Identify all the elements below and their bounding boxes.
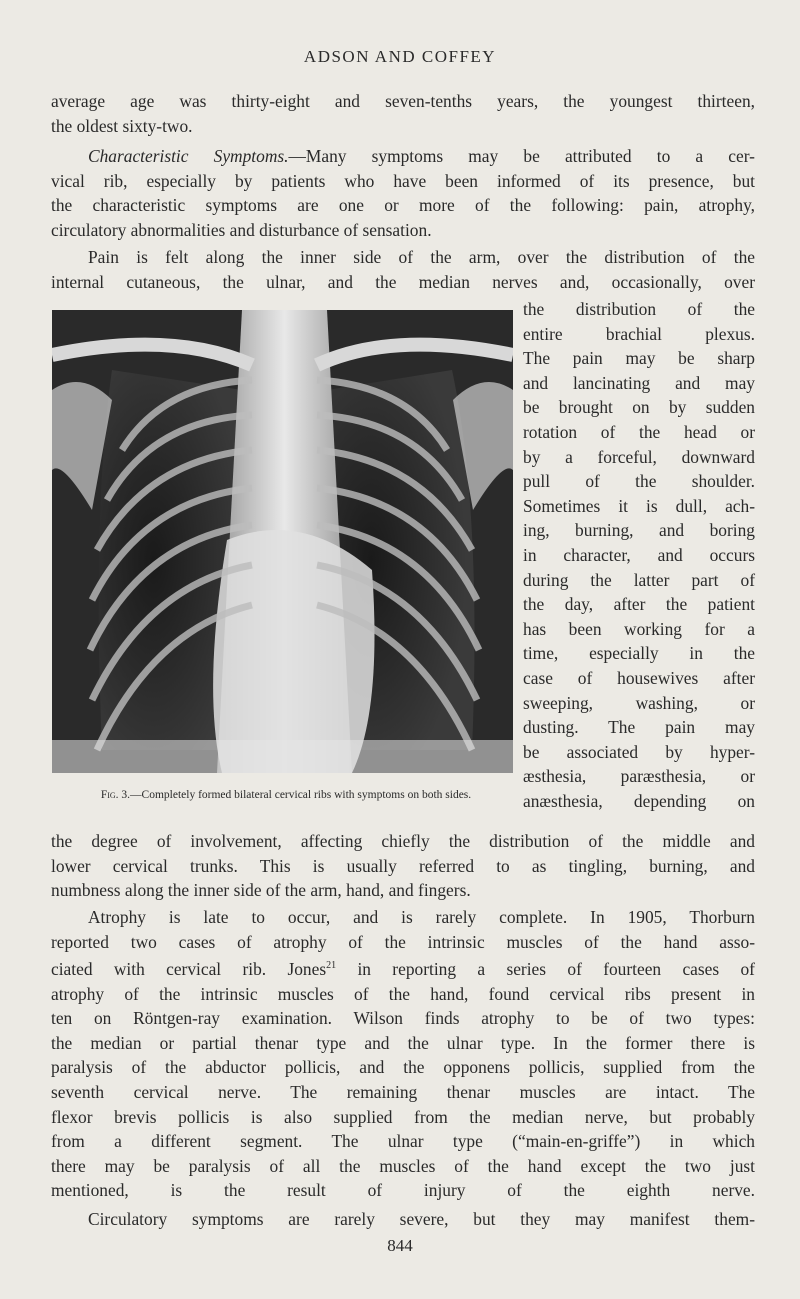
text-line: time, especially in the: [523, 643, 755, 664]
caption-text: —Completely formed bilateral cervical ribs with symptoms on both sides.: [130, 789, 472, 801]
text-line: the median or partial thenar type and the ulnar type. In the former there is: [51, 1032, 755, 1053]
page-number: 844: [387, 1236, 413, 1255]
text-line: paralysis of the abductor pollicis, and the opponens pollicis, supplied from the: [51, 1057, 755, 1078]
wrapped-text-column: [523, 297, 755, 813]
text-line: Circulatory symptoms are rarely severe, but they may manifest them-: [88, 1209, 755, 1229]
text-fragment: in reporting a series of fourteen cases of: [336, 958, 755, 979]
text-fragment: —Many symptoms may be attributed to a cer-: [288, 146, 755, 166]
text-line: has been working for a: [523, 618, 755, 639]
text-line: case of housewives after: [523, 667, 755, 688]
text-line: ing, burning, and boring: [523, 520, 755, 541]
text-line: reported two cases of atrophy of the intrinsic muscles of the hand asso-: [51, 931, 755, 952]
text-line: flexor brevis pollicis is also supplied from the median nerve, but probably: [51, 1106, 755, 1127]
text-line: lower cervical trunks. This is usually referred to as tingling, burning, and: [51, 855, 755, 876]
text-line: the oldest sixty-two.: [51, 115, 193, 136]
text-line: ten on Röntgen-ray examination. Wilson finds atrophy to be of two types:: [51, 1008, 755, 1029]
paragraph-atrophy: [51, 905, 755, 1203]
text-fragment: ciated with cervical rib. Jones: [51, 958, 327, 979]
text-line: there may be paralysis of all the muscles of the hand except the two just: [51, 1155, 755, 1176]
chest-xray-figure: [52, 310, 513, 773]
text-line: be brought on by sudden: [523, 397, 755, 418]
text-line: æsthesia, paræsthesia, or: [523, 766, 755, 787]
paragraph-characteristic-symptoms: [51, 144, 755, 242]
running-header: ADSON AND COFFEY: [303, 47, 497, 66]
xray-image: [52, 310, 513, 773]
text-line: and lancinating and may: [523, 372, 755, 393]
text-line: Sometimes it is dull, ach-: [523, 495, 755, 516]
text-line: [51, 954, 755, 981]
text-line: in character, and occurs: [523, 544, 755, 565]
figure-caption: [52, 789, 520, 802]
text-line: numbness along the inner side of the arm, hand, and fingers.: [51, 880, 471, 901]
text-line: by a forceful, downward: [523, 446, 755, 467]
text-line: The pain may be sharp: [523, 348, 755, 369]
text-line: [51, 144, 755, 169]
text-line: Atrophy is late to occur, and is rarely complete. In 1905, Thorburn: [88, 907, 755, 927]
text-line: seventh cervical nerve. The remaining thenar muscles are intact. The: [51, 1081, 755, 1102]
text-line: the degree of involvement, affecting chiefly the distribution of the middle and: [51, 831, 755, 851]
paragraph-pain: [51, 245, 755, 294]
section-heading: Characteristic Symptoms.: [88, 146, 289, 166]
text-line: vical rib, especially by patients who have been informed of its presence, but: [51, 170, 755, 191]
text-line: dusting. The pain may: [523, 717, 755, 738]
text-line: circulatory abnormalities and disturbance of sensation.: [51, 219, 432, 240]
text-line: anæsthesia, depending on: [523, 790, 755, 811]
text-line: during the latter part of: [523, 569, 755, 590]
text-line: internal cutaneous, the ulnar, and the median nerves and, occasionally, over: [51, 271, 755, 292]
text-line: mentioned, is the result of injury of the eighth nerve.: [51, 1180, 755, 1201]
text-line: Pain is felt along the inner side of the arm, over the distribution of the: [88, 247, 755, 267]
figure-label: Fig. 3.: [100, 789, 131, 801]
text-line: be associated by hyper-: [523, 741, 755, 762]
text-line: entire brachial plexus.: [523, 323, 755, 344]
text-line: the day, after the patient: [523, 594, 755, 615]
paragraph-pain-continued: [51, 829, 755, 903]
reference-superscript: 21: [326, 960, 337, 972]
text-line: average age was thirty-eight and seven-tenths years, the youngest thirteen,: [51, 91, 755, 111]
text-line: sweeping, washing, or: [523, 692, 755, 713]
text-line: rotation of the head or: [523, 421, 755, 442]
text-line: pull of the shoulder.: [523, 471, 755, 492]
text-line: the characteristic symptoms are one or more of the following: pain, atrophy,: [51, 195, 755, 216]
text-line: atrophy of the intrinsic muscles of the hand, found cervical ribs present in: [51, 983, 755, 1004]
text-line: from a different segment. The ulnar type (“main-en-griffe”) in which: [51, 1131, 755, 1152]
text-line: the distribution of the: [523, 299, 755, 319]
paragraph-circulatory: [51, 1207, 755, 1232]
paragraph-continuation: [51, 89, 755, 138]
